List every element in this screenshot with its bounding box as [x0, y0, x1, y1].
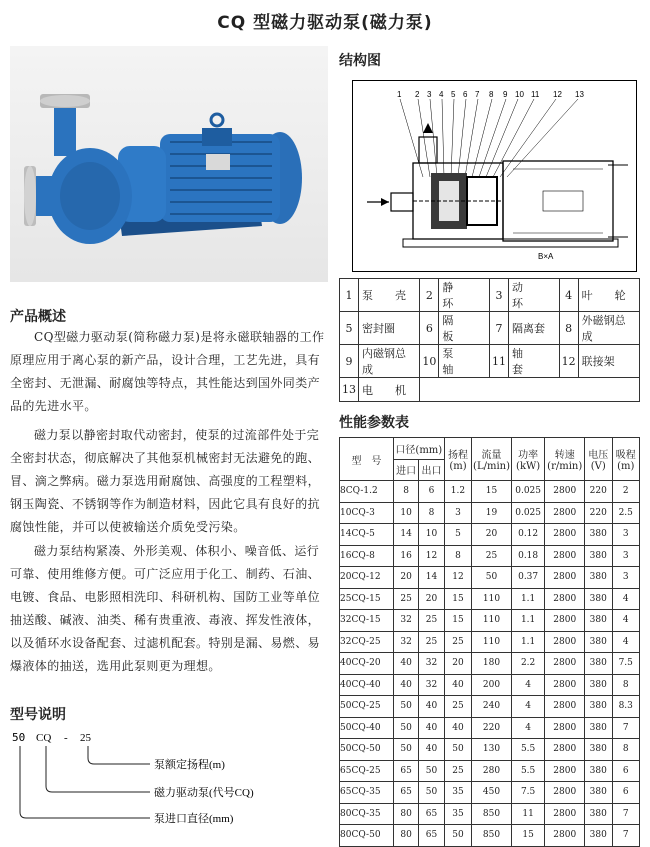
overview-paragraph: 磁力泵以静密封取代动密封，使泵的过流部件处于完全密封状态，彻底解决了其他泵机械密封无法避免的跑、冒、滴之弊病。磁力泵选用耐腐蚀、高强度的工程塑料，钢玉陶瓷、不锈钢等作为制造材料，因此它具有良好的抗腐蚀性能，并可以使被输送介质免受污染。 — [10, 428, 321, 534]
callout-number: 13 — [575, 90, 584, 99]
part-name: 静 环 — [439, 279, 490, 312]
table-cell: 380 — [585, 545, 612, 567]
table-row — [340, 588, 640, 610]
table-cell: 16 — [393, 545, 418, 567]
model-code-type: CQ — [36, 732, 52, 744]
table-cell: 200 — [472, 674, 512, 696]
model-code-head: 25 — [80, 732, 91, 744]
col-flow: 流量(L/min) — [472, 438, 512, 481]
table-cell: 8 — [419, 502, 444, 524]
callout-number: 12 — [553, 90, 562, 99]
table-row — [340, 760, 640, 782]
table-cell: 40 — [419, 717, 444, 739]
table-cell: 3 — [444, 502, 471, 524]
table-cell: 32CQ-15 — [340, 610, 394, 632]
table-cell: 380 — [585, 588, 612, 610]
table-cell: 3 — [612, 524, 640, 546]
part-name: 内磁钢总成 — [359, 345, 420, 378]
table-cell: 1.1 — [511, 588, 545, 610]
table-cell: 380 — [585, 524, 612, 546]
table-cell: 380 — [585, 739, 612, 761]
table-row — [340, 696, 640, 718]
table-cell: 1.1 — [511, 610, 545, 632]
table-cell: 65CQ-35 — [340, 782, 394, 804]
col-outlet: 出口 — [419, 459, 444, 481]
callout-number: 7 — [475, 90, 480, 99]
table-cell: 380 — [585, 696, 612, 718]
table-cell: 380 — [585, 567, 612, 589]
callout-number: 5 — [451, 90, 456, 99]
table-cell: 2800 — [545, 674, 585, 696]
callout-number: 2 — [415, 90, 420, 99]
table-cell: 3 — [612, 567, 640, 589]
table-cell: 2800 — [545, 717, 585, 739]
table-cell: 2.5 — [612, 502, 640, 524]
table-cell: 2800 — [545, 631, 585, 653]
col-inlet: 进口 — [393, 459, 418, 481]
table-cell: 6 — [612, 760, 640, 782]
model-code-dash: - — [64, 732, 68, 744]
table-cell: 80CQ-35 — [340, 803, 394, 825]
table-cell: 65 — [393, 760, 418, 782]
table-cell: 380 — [585, 782, 612, 804]
table-cell: 80 — [393, 803, 418, 825]
table-cell: 50CQ-50 — [340, 739, 394, 761]
table-cell: 2800 — [545, 696, 585, 718]
table-cell: 50 — [444, 739, 471, 761]
table-cell: 2 — [612, 481, 640, 503]
table-row — [340, 653, 640, 675]
table-cell: 15 — [444, 588, 471, 610]
table-row — [340, 803, 640, 825]
table-cell: 40 — [393, 653, 418, 675]
table-cell: 25CQ-15 — [340, 588, 394, 610]
table-cell: 0.12 — [511, 524, 545, 546]
table-cell: 2800 — [545, 481, 585, 503]
table-cell: 2800 — [545, 760, 585, 782]
table-cell: 4 — [511, 696, 545, 718]
col-suction: 吸程(m) — [612, 438, 640, 481]
performance-heading: 性能参数表 — [339, 415, 409, 431]
table-cell: 2800 — [545, 653, 585, 675]
table-row — [340, 545, 640, 567]
table-cell: 8 — [612, 674, 640, 696]
table-cell: 2800 — [545, 524, 585, 546]
table-cell: 220 — [585, 502, 612, 524]
table-cell: 3 — [612, 545, 640, 567]
pump-photo — [10, 46, 328, 282]
table-cell: 25 — [419, 631, 444, 653]
table-cell: 8 — [393, 481, 418, 503]
table-cell: 50 — [393, 739, 418, 761]
table-cell: 14 — [393, 524, 418, 546]
table-row — [340, 481, 640, 503]
table-cell: 2800 — [545, 803, 585, 825]
table-cell: 20 — [444, 653, 471, 675]
col-bore: 口径(mm) — [393, 438, 444, 460]
table-cell: 50 — [472, 567, 512, 589]
table-cell: 40CQ-40 — [340, 674, 394, 696]
table-cell: 65 — [419, 825, 444, 847]
table-cell: 12 — [444, 567, 471, 589]
table-cell: 380 — [585, 717, 612, 739]
table-cell: 0.37 — [511, 567, 545, 589]
table-cell: 380 — [585, 760, 612, 782]
table-cell: 2800 — [545, 825, 585, 847]
table-cell: 4 — [612, 610, 640, 632]
part-name: 隔离套 — [508, 312, 559, 345]
table-row — [340, 502, 640, 524]
table-cell: 80CQ-50 — [340, 825, 394, 847]
table-cell: 16CQ-8 — [340, 545, 394, 567]
table-cell: 20 — [419, 588, 444, 610]
overview-paragraph: 磁力泵结构紧凑、外形美观、体积小、噪音低、运行可靠、使用维修方便。可广泛应用于化工、制药、石油、电镀、食品、电影照相洗印、科研机构、国防工业等单位抽送酸、碱液、油类、稀有贵重液、毒液、挥发性液体，以及循环水设备配套、过滤机配套。特别是漏、易燃、易爆液体的抽送，选用此泵则更为理想。 — [10, 544, 321, 673]
table-cell: 280 — [472, 760, 512, 782]
table-cell: 20 — [472, 524, 512, 546]
col-model: 型 号 — [340, 438, 394, 481]
model-label-head: 泵额定扬程(m) — [154, 759, 225, 771]
callout-number: 8 — [489, 90, 494, 99]
table-cell: 32 — [393, 610, 418, 632]
table-cell: 25 — [472, 545, 512, 567]
col-voltage: 电压(V) — [585, 438, 612, 481]
table-cell: 110 — [472, 588, 512, 610]
part-name: 隔 板 — [439, 312, 490, 345]
callout-number: 3 — [427, 90, 432, 99]
table-row — [340, 717, 640, 739]
table-cell: 380 — [585, 674, 612, 696]
overview-paragraph: CQ型磁力驱动泵(简称磁力泵)是将永磁联轴器的工作原理应用于离心泵的新产品，设计合理，工艺先进，具有全密封、无泄漏、耐腐蚀等特点，其性能达到国外同类产品的先进水平。 — [10, 330, 325, 413]
table-cell: 50CQ-40 — [340, 717, 394, 739]
table-cell: 7 — [612, 825, 640, 847]
table-cell: 7 — [612, 717, 640, 739]
table-cell: 50 — [393, 717, 418, 739]
table-cell: 32 — [419, 674, 444, 696]
table-cell: 380 — [585, 610, 612, 632]
part-name: 外磁钢总成 — [578, 312, 639, 345]
table-cell: 25 — [419, 610, 444, 632]
table-cell: 19 — [472, 502, 512, 524]
table-cell: 2800 — [545, 588, 585, 610]
callout-leader — [458, 99, 466, 177]
table-cell: 180 — [472, 653, 512, 675]
dimension-label: B×A — [538, 252, 554, 261]
part-name: 泵 轴 — [439, 345, 490, 378]
table-cell: 40 — [419, 696, 444, 718]
table-cell: 32CQ-25 — [340, 631, 394, 653]
table-cell: 0.18 — [511, 545, 545, 567]
table-cell: 8.3 — [612, 696, 640, 718]
callout-number: 4 — [439, 90, 444, 99]
table-cell: 7.5 — [511, 782, 545, 804]
table-cell: 40CQ-20 — [340, 653, 394, 675]
table-cell: 40 — [393, 674, 418, 696]
col-power: 功率(kW) — [511, 438, 545, 481]
table-cell: 2800 — [545, 502, 585, 524]
page-title: CQ 型磁力驱动泵(磁力泵) — [217, 13, 433, 33]
part-name: 密封圈 — [359, 312, 420, 345]
table-cell: 14CQ-5 — [340, 524, 394, 546]
col-head: 扬程(m) — [444, 438, 471, 481]
table-cell: 2800 — [545, 739, 585, 761]
part-name: 泵 壳 — [359, 279, 420, 312]
table-cell: 380 — [585, 631, 612, 653]
table-cell: 8CQ-1.2 — [340, 481, 394, 503]
table-cell: 2800 — [545, 545, 585, 567]
table-cell: 11 — [511, 803, 545, 825]
table-cell: 380 — [585, 803, 612, 825]
callout-number: 6 — [463, 90, 468, 99]
table-cell: 14 — [419, 567, 444, 589]
part-name: 电 机 — [359, 378, 420, 402]
table-cell: 4 — [511, 674, 545, 696]
table-cell: 20 — [393, 567, 418, 589]
callout-leader — [465, 99, 478, 177]
callout-leader — [451, 99, 454, 177]
table-cell: 2.2 — [511, 653, 545, 675]
table-cell: 25 — [444, 631, 471, 653]
table-cell: 7 — [612, 803, 640, 825]
table-cell: 4 — [612, 631, 640, 653]
part-name: 动 环 — [508, 279, 559, 312]
model-heading: 型号说明 — [10, 707, 66, 723]
table-cell: 8 — [444, 545, 471, 567]
table-cell: 15 — [511, 825, 545, 847]
table-cell: 40 — [444, 674, 471, 696]
table-cell: 380 — [585, 653, 612, 675]
table-cell: 2800 — [545, 782, 585, 804]
structure-diagram — [352, 80, 637, 272]
part-name: 叶 轮 — [578, 279, 639, 312]
table-cell: 130 — [472, 739, 512, 761]
part-name: 轴 套 — [508, 345, 559, 378]
overview-heading: 产品概述 — [10, 309, 66, 325]
table-cell: 0.025 — [511, 481, 545, 503]
table-cell: 2800 — [545, 610, 585, 632]
table-cell: 50 — [393, 696, 418, 718]
table-row — [340, 674, 640, 696]
model-label-type: 磁力驱动泵(代号CQ) — [154, 787, 254, 799]
table-cell: 65CQ-25 — [340, 760, 394, 782]
table-cell: 7.5 — [612, 653, 640, 675]
callout-leader — [507, 99, 578, 177]
table-cell: 12 — [419, 545, 444, 567]
parts-table: 1 泵 壳 2 静 环 3 动 环 4 叶 轮 5 密封圈 6 隔 板 7 隔离套 8 外磁钢总成 9 内磁钢总成 10 泵 轴 11 轴 套 12 联接架 13 电 机 — [339, 278, 640, 402]
table-row — [340, 825, 640, 847]
table-cell: 6 — [612, 782, 640, 804]
table-cell: 25 — [444, 760, 471, 782]
callout-number: 9 — [503, 90, 508, 99]
table-cell: 32 — [393, 631, 418, 653]
model-code-bore: 50 — [12, 731, 26, 744]
table-row — [340, 610, 640, 632]
table-cell: 15 — [444, 610, 471, 632]
table-cell: 5 — [444, 524, 471, 546]
structure-heading: 结构图 — [339, 53, 381, 69]
table-cell: 4 — [612, 588, 640, 610]
table-cell: 50 — [419, 760, 444, 782]
table-cell: 40 — [419, 739, 444, 761]
part-name: 联接架 — [578, 345, 639, 378]
table-row — [340, 524, 640, 546]
table-cell: 50 — [444, 825, 471, 847]
table-cell: 110 — [472, 631, 512, 653]
table-cell: 20CQ-12 — [340, 567, 394, 589]
model-explanation — [10, 728, 330, 828]
table-cell: 2800 — [545, 567, 585, 589]
table-cell: 25 — [444, 696, 471, 718]
callout-leader — [472, 99, 492, 177]
table-cell: 110 — [472, 610, 512, 632]
table-cell: 0.025 — [511, 502, 545, 524]
table-cell: 10 — [419, 524, 444, 546]
table-cell: 50CQ-25 — [340, 696, 394, 718]
table-cell: 5.5 — [511, 760, 545, 782]
callout-leader — [430, 99, 437, 177]
table-cell: 240 — [472, 696, 512, 718]
callout-number: 10 — [515, 90, 524, 99]
callout-leader — [442, 99, 444, 177]
table-cell: 850 — [472, 803, 512, 825]
col-speed: 转速(r/min) — [545, 438, 585, 481]
table-cell: 35 — [444, 803, 471, 825]
table-cell: 10CQ-3 — [340, 502, 394, 524]
table-cell: 220 — [472, 717, 512, 739]
performance-table — [339, 437, 640, 847]
table-cell: 8 — [612, 739, 640, 761]
table-cell: 4 — [511, 717, 545, 739]
table-cell: 6 — [419, 481, 444, 503]
table-cell: 80 — [393, 825, 418, 847]
table-cell: 450 — [472, 782, 512, 804]
table-cell: 1.2 — [444, 481, 471, 503]
table-cell: 35 — [444, 782, 471, 804]
table-cell: 220 — [585, 481, 612, 503]
table-cell: 380 — [585, 825, 612, 847]
callout-number: 11 — [531, 90, 540, 99]
table-row — [340, 739, 640, 761]
table-row — [340, 782, 640, 804]
table-cell: 50 — [419, 782, 444, 804]
callout-number: 1 — [397, 90, 402, 99]
table-cell: 15 — [472, 481, 512, 503]
table-row — [340, 631, 640, 653]
table-cell: 32 — [419, 653, 444, 675]
table-cell: 1.1 — [511, 631, 545, 653]
table-row — [340, 567, 640, 589]
table-cell: 65 — [419, 803, 444, 825]
table-cell: 65 — [393, 782, 418, 804]
table-cell: 40 — [444, 717, 471, 739]
model-label-bore: 泵进口直径(mm) — [154, 813, 234, 825]
table-cell: 25 — [393, 588, 418, 610]
table-cell: 5.5 — [511, 739, 545, 761]
table-cell: 850 — [472, 825, 512, 847]
table-cell: 10 — [393, 502, 418, 524]
